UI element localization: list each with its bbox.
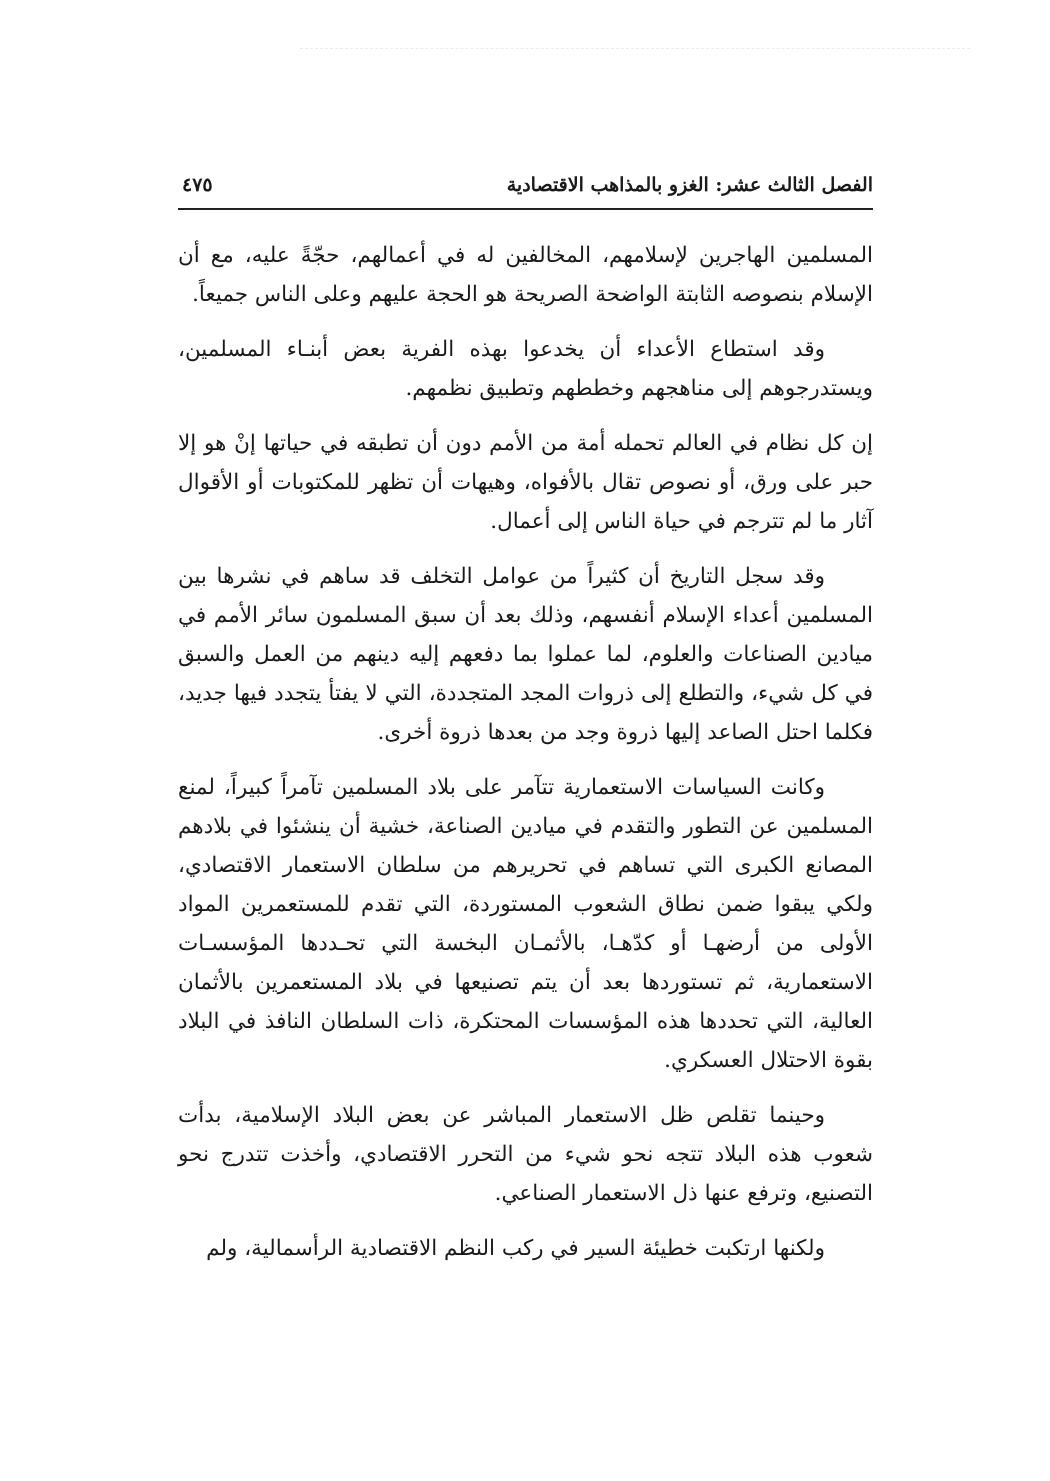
paragraph-4: وقد سجل التاريخ أن كثيراً من عوامل التخلف قد ساهم في نشرها بين المسلمين أعداء الإسلام أنفسهم، وذلك بعد أن سبق المسلمون سائر الأمم في ميادين الصناعات والعلوم، لما عملوا بما دفعهم إليه دينهم من العمل والسبق في كل شيء، والتطلع إلى ذروات المجد المتجددة، التي لا يفتأ يتجدد فيها جديد، فكلما احتل الصاعد إليها ذروة وجد من بعدها ذروة أخرى.	[178, 564, 873, 745]
paragraph-1: المسلمين الهاجرين لإسلامهم، المخالفين له في أعمالهم، حجّةً عليه، مع أن الإسلام بنصوصه الثابتة الواضحة الصريحة هو الحجة عليهم وعلى الناس جميعاً.	[178, 243, 873, 307]
scan-artifact-line	[300, 48, 970, 49]
running-title: الفصل الثالث عشر: الغزو بالمذاهب الاقتصادية	[506, 174, 873, 196]
paragraph-3: إن كل نظام في العالم تحمله أمة من الأمم دون أن تطبقه في حياتها إنْ هو إلا حبر على ورق، أو نصوص تقال بالأفواه، وهيهات أن تظهر للمكتوبات أو الأقوال آثار ما لم تترجم في حياة الناس إلى أعمال.	[178, 431, 873, 534]
paragraph-7: ولكنها ارتكبت خطيئة السير في ركب النظم الاقتصادية الرأسمالية، ولم	[206, 1236, 825, 1261]
paragraph-2: وقد استطاع الأعداء أن يخدعوا بهذه الفرية بعض أبنـاء المسلمين، ويستدرجوهم إلى مناهجهم وخططهم وتطبيق نظمهم.	[178, 337, 873, 401]
body-text	[178, 236, 873, 1284]
header-divider	[178, 208, 873, 210]
page-number: ٤٧٥	[182, 174, 213, 196]
paragraph-6: وحينما تقلص ظل الاستعمار المباشر عن بعض البلاد الإسلامية، بدأت شعوب هذه البلاد تتجه نحو شيء من التحرر الاقتصادي، وأخذت تتدرج نحو التصنيع، وترفع عنها ذل الاستعمار الصناعي.	[178, 1103, 873, 1206]
paragraph-5: وكانت السياسات الاستعمارية تتآمر على بلاد المسلمين تآمراً كبيراً، لمنع المسلمين عن التطور والتقدم في ميادين الصناعة، خشية أن ينشئوا في بلادهم المصانع الكبرى التي تساهم في تحريرهم من سلطان الاستعمار الاقتصادي، ولكي يبقوا ضمن نطاق الشعوب المستوردة، التي تقدم للمستعمرين المواد الأولى من أرضهـا أو كدّهـا، بالأثمـان البخسة التي تحـددها المؤسسـات الاستعمارية، ثم تستوردها بعد أن يتم تصنيعها في بلاد المستعمرين بالأثمان العالية، التي تحددها هذه المؤسسات المحتكرة، ذات السلطان النافذ في البلاد بقوة الاحتلال العسكري.	[178, 775, 873, 1073]
page-header	[178, 168, 873, 208]
